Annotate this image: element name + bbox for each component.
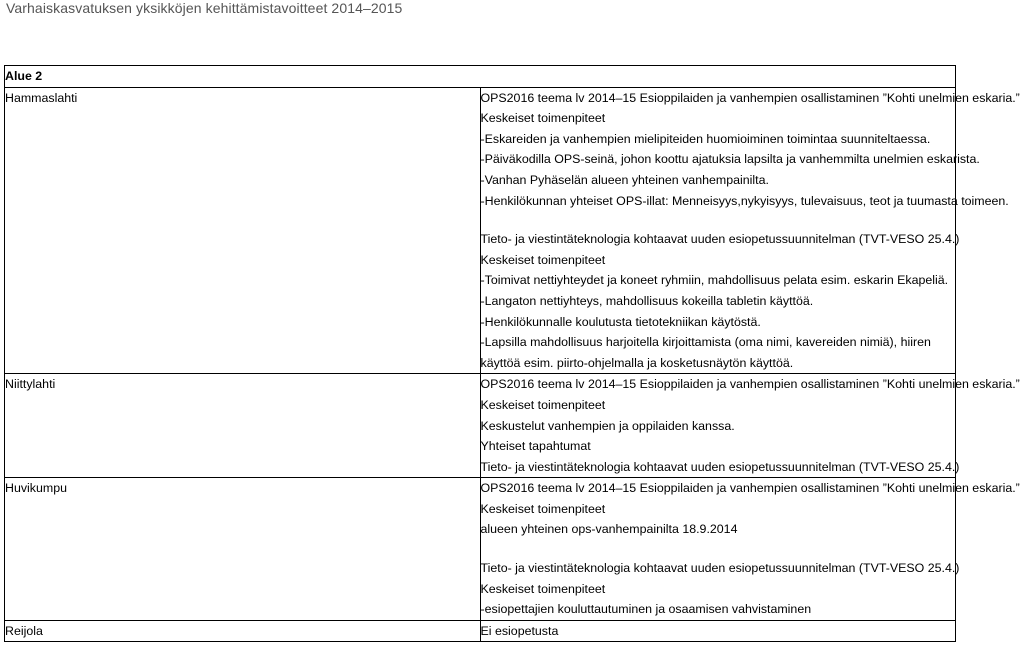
unit-goals	[480, 620, 956, 642]
measures-heading: Keskeiset toimenpiteet	[480, 501, 606, 516]
status-text: Ei esiopetusta	[480, 623, 559, 638]
measure-item: -Päiväkodilla OPS-seinä, johon koottu ajatuksia lapsilta ja vanhemmilta unelmien eskarista.	[480, 152, 980, 167]
measure-item: -Henkilökunnalle koulutusta tietotekniikan käytöstä.	[480, 314, 761, 329]
measure-item: Yhteiset tapahtumat	[480, 439, 591, 454]
measure-item: -Vanhan Pyhäselän alueen yhteinen vanhempainilta.	[480, 172, 769, 187]
unit-goals	[480, 478, 1020, 621]
unit-name: Reijola	[5, 620, 481, 642]
unit-goals	[480, 87, 1020, 374]
table-row	[5, 374, 956, 478]
measure-item: -Lapsilla mahdollisuus harjoitella kirjoittamista (oma nimi, kavereiden nimiä), hiiren käyttöä esim. piirto-ohjelmalla ja kosketusnäytön käyttöä.	[480, 335, 931, 370]
table-row	[5, 87, 956, 374]
spacer	[481, 211, 956, 229]
measures-heading: Keskeiset toimenpiteet	[480, 111, 606, 126]
development-goals-table	[4, 65, 1020, 642]
measure-item: -Eskareiden ja vanhempien mielipiteiden huomioiminen toimintaa suunniteltaessa.	[480, 131, 931, 146]
unit-name: Hammaslahti	[5, 87, 481, 374]
measure-item: -Henkilökunnan yhteiset OPS-illat: Menneisyys,nykyisyys, tulevaisuus, teot ja tuumasta toimeen.	[480, 193, 1009, 208]
measures-heading: Keskeiset toimenpiteet	[480, 581, 606, 596]
area-title: Alue 2	[5, 66, 956, 88]
ops-theme-line: OPS2016 teema lv 2014–15 Esioppilaiden ja vanhempien osallistaminen ”Kohti unelmien eskaria.”	[480, 90, 1020, 105]
page-title: Varhaiskasvatuksen yksikköjen kehittämistavoitteet 2014–2015	[6, 0, 403, 16]
ops-theme-line: OPS2016 teema lv 2014–15 Esioppilaiden ja vanhempien osallistaminen ”Kohti unelmien eskaria.”	[480, 377, 1020, 392]
table-row	[5, 478, 956, 621]
measure-item: -Langaton nettiyhteys, mahdollisuus kokeilla tabletin käyttöä.	[480, 293, 814, 308]
area-header-row	[5, 66, 956, 88]
unit-name: Huvikumpu	[5, 478, 481, 621]
spacer	[481, 540, 956, 558]
measure-item: Keskustelut vanhempien ja oppilaiden kanssa.	[480, 418, 735, 433]
measure-item: alueen yhteinen ops-vanhempainilta 18.9.2014	[480, 522, 738, 537]
measure-item: -esiopettajien kouluttautuminen ja osaamisen vahvistaminen	[480, 602, 812, 617]
measures-heading: Keskeiset toimenpiteet	[480, 252, 606, 267]
measure-item: -Toimivat nettiyhteydet ja koneet ryhmiin, mahdollisuus pelata esim. eskarin Ekapeliä.	[480, 273, 949, 288]
ops-theme-line: OPS2016 teema lv 2014–15 Esioppilaiden ja vanhempien osallistaminen ”Kohti unelmien eskaria.”	[480, 481, 1020, 496]
table-row	[5, 620, 956, 642]
unit-goals	[480, 374, 1020, 478]
tvt-theme-line: Tieto- ja viestintäteknologia kohtaavat uuden esiopetussuunnitelman (TVT-VESO 25.4.)	[480, 459, 960, 474]
unit-name: Niittylahti	[5, 374, 481, 478]
measures-heading: Keskeiset toimenpiteet	[480, 397, 606, 412]
tvt-theme-line: Tieto- ja viestintäteknologia kohtaavat uuden esiopetussuunnitelman (TVT-VESO 25.4.)	[480, 561, 960, 576]
tvt-theme-line: Tieto- ja viestintäteknologia kohtaavat uuden esiopetussuunnitelman (TVT-VESO 25.4.)	[480, 232, 960, 247]
